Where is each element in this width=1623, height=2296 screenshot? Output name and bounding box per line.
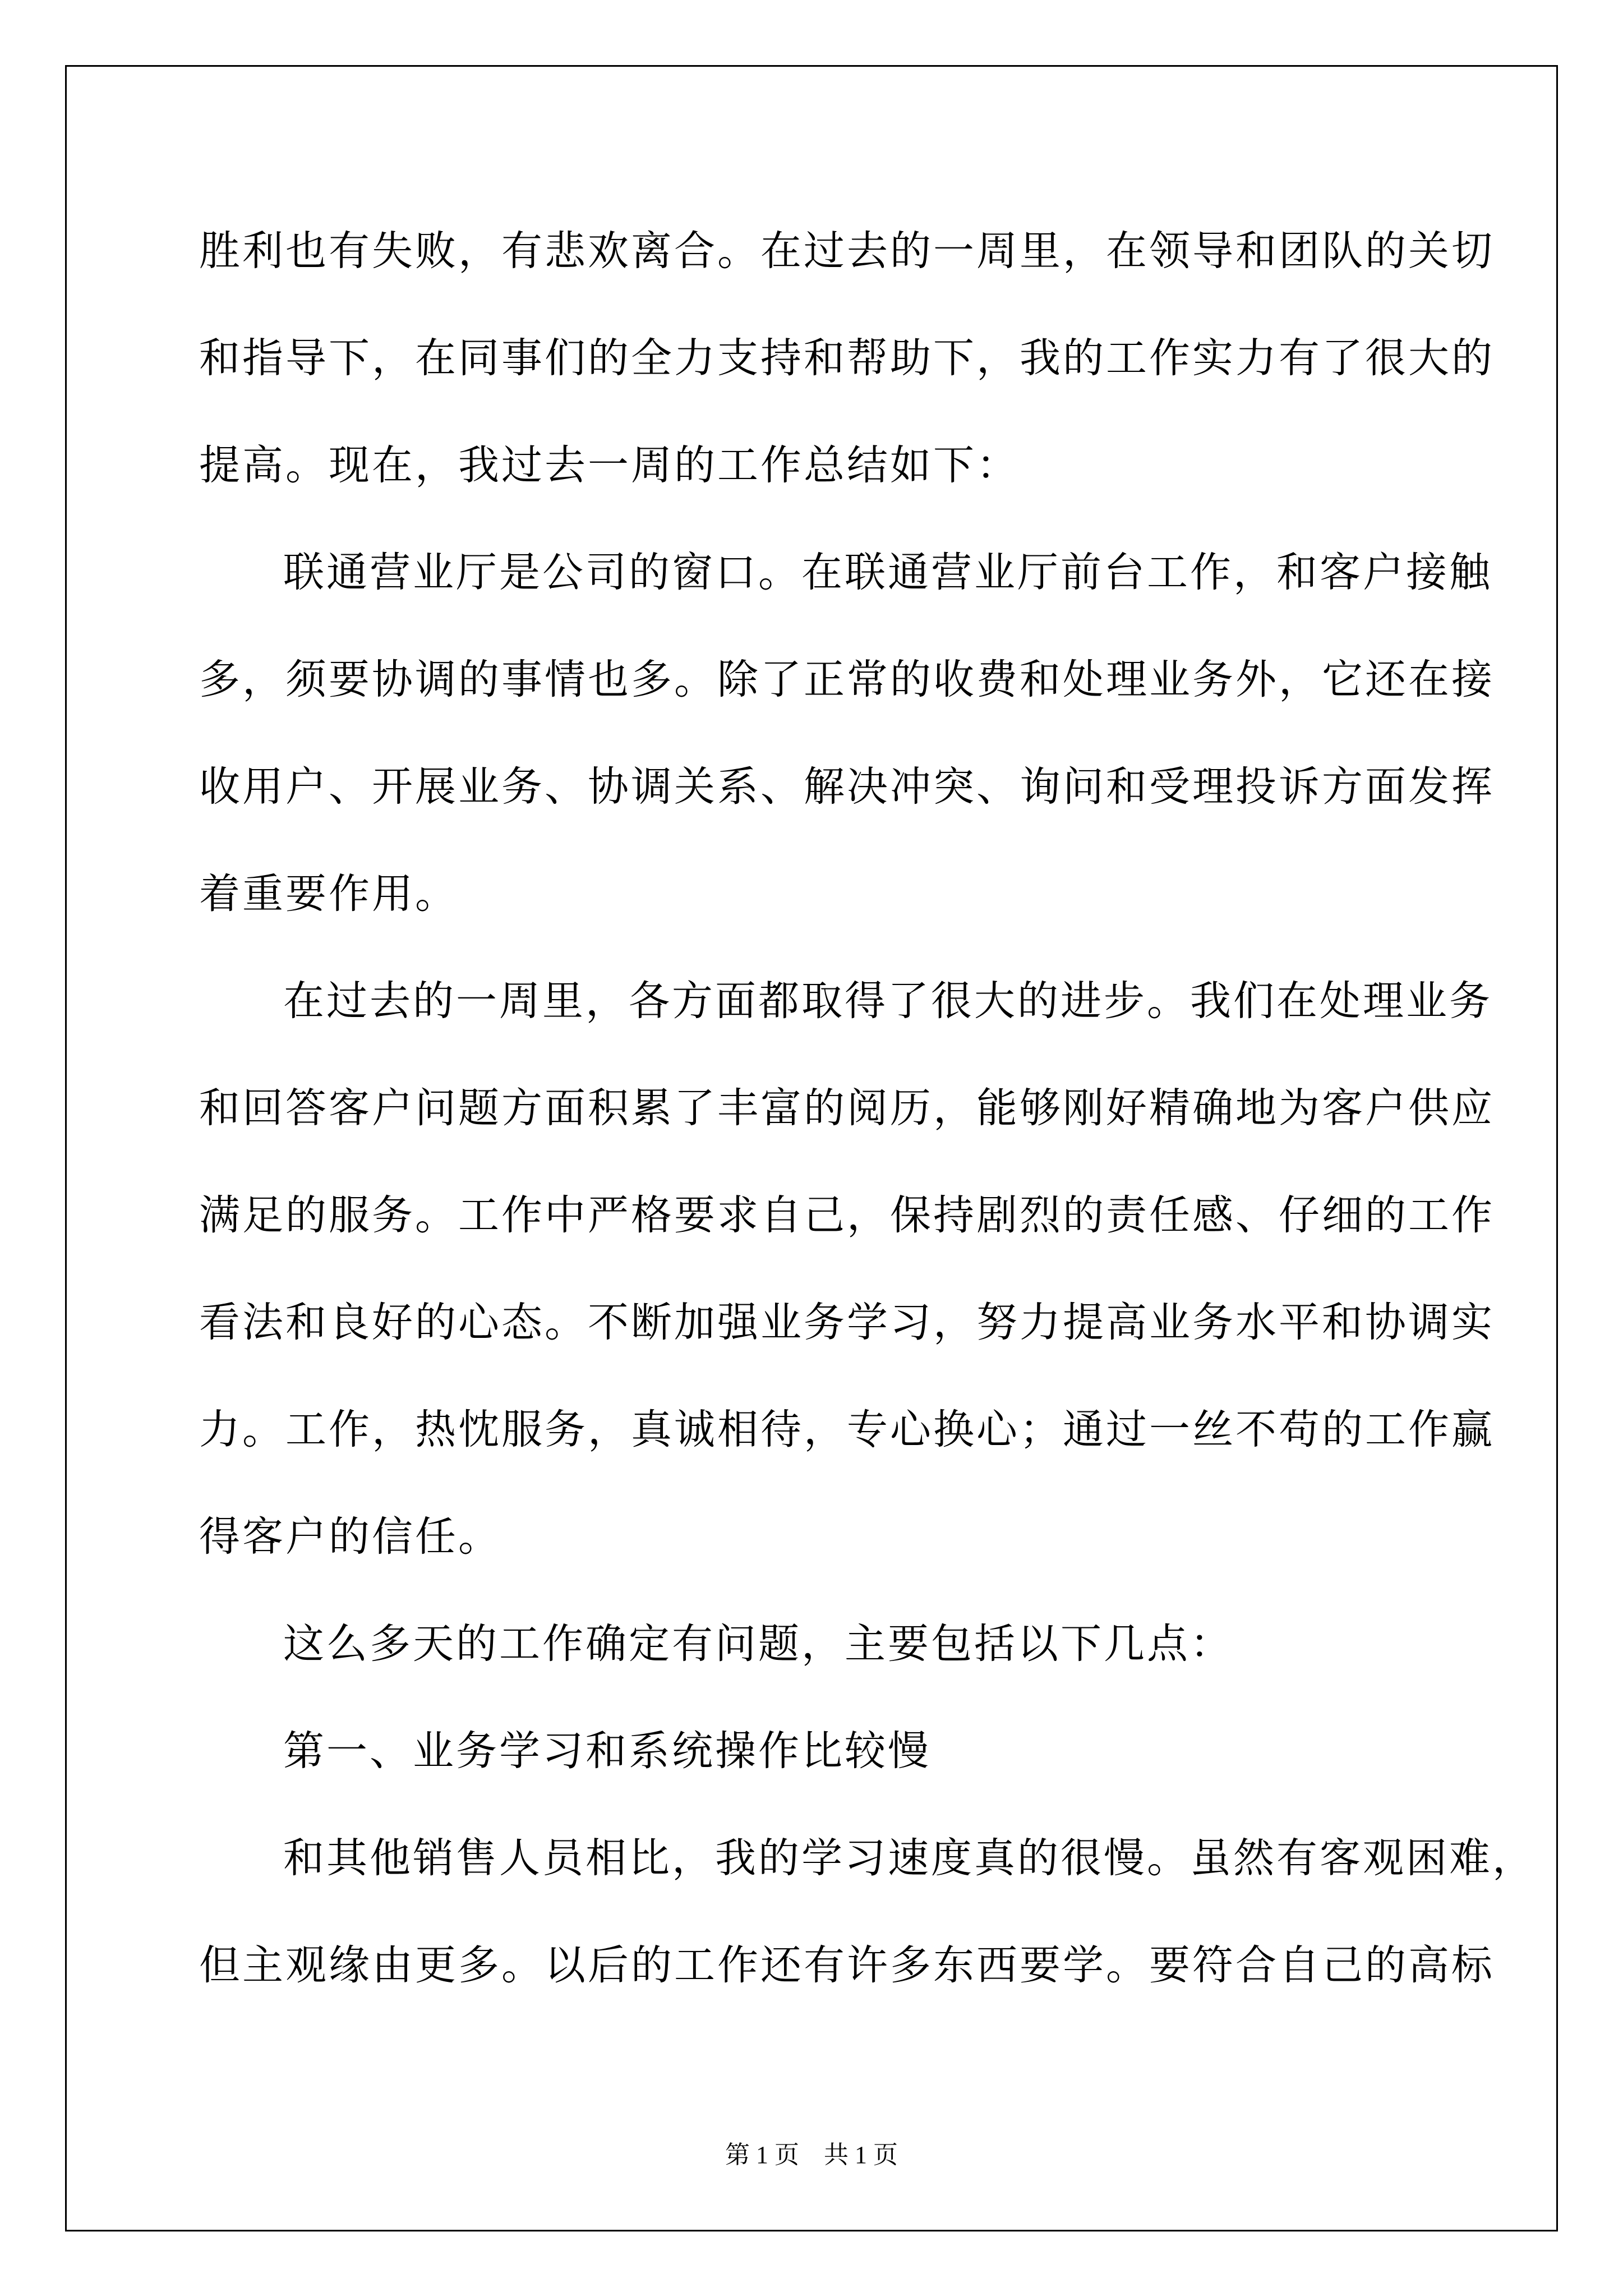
text-line: 多，须要协调的事情也多。除了正常的收费和处理业务外，它还在接 [199,656,1495,703]
text-line: 着重要作用。 [199,870,458,918]
text-line: 满足的服务。工作中严格要求自己，保持剧烈的责任感、仔细的工作 [199,1191,1495,1239]
text-line: 胜利也有失败，有悲欢离合。在过去的一周里，在领导和团队的关切 [199,227,1495,275]
text-line: 力。工作，热忱服务，真诚相待，专心换心；通过一丝不苟的工作赢 [199,1406,1495,1453]
text-line: 看法和良好的心态。不断加强业务学习，努力提高业务水平和协调实 [199,1299,1495,1346]
text-line: 但主观缘由更多。以后的工作还有许多东西要学。要符合自己的高标 [199,1941,1495,1989]
text-line: 和指导下，在同事们的全力支持和帮助下，我的工作实力有了很大的 [199,334,1495,382]
text-line: 第一、业务学习和系统操作比较慢 [283,1727,931,1775]
text-line: 提高。现在，我过去一周的工作总结如下： [199,441,1020,489]
page-footer: 第 1 页 共 1 页 [725,2141,898,2169]
text-line: 在过去的一周里，各方面都取得了很大的进步。我们在处理业务 [283,977,1492,1025]
text-line: 和回答客户问题方面积累了丰富的阅历，能够刚好精确地为客户供应 [199,1084,1495,1132]
text-line: 得客户的信任。 [199,1513,501,1561]
document-body [199,218,1536,2039]
text-line: 联通营业厅是公司的窗口。在联通营业厅前台工作，和客户接触 [283,549,1492,596]
text-line: 收用户、开展业务、协调关系、解决冲突、询问和受理投诉方面发挥 [199,763,1495,811]
text-line: 和其他销售人员相比，我的学习速度真的很慢。虽然有客观困难， [283,1834,1536,1882]
text-line: 这么多天的工作确定有问题，主要包括以下几点： [283,1620,1233,1668]
